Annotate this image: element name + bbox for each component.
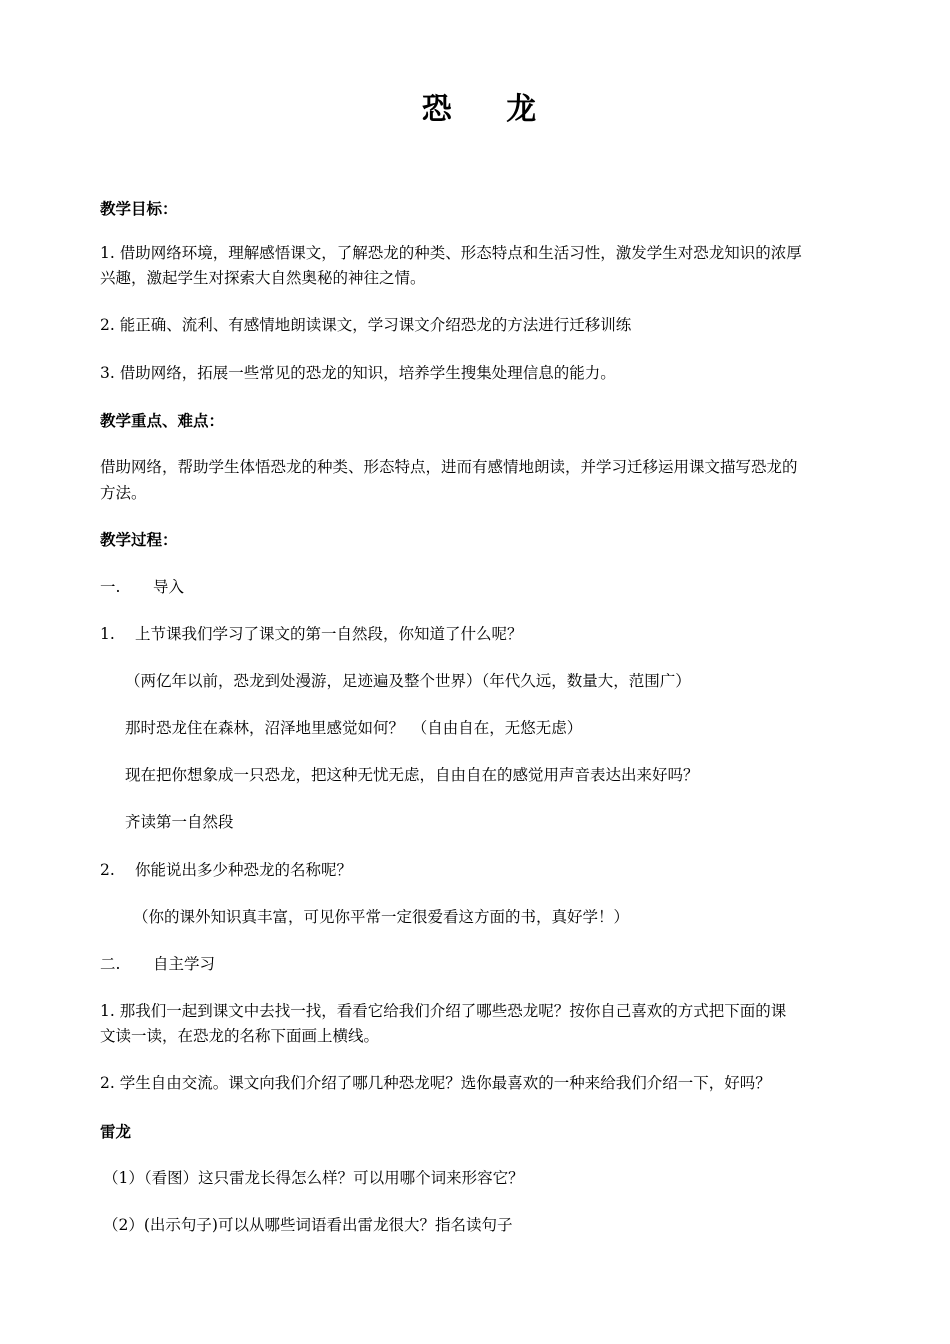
key-points-heading: 教学重点、难点： xyxy=(100,411,225,430)
part-2-item-1-line-1: 1. 那我们一起到课文中去找一找，看看它给我们介绍了哪些恐龙呢？按你自己喜欢的方式把下面的课 xyxy=(100,1002,787,1020)
goal-2: 2. 能正确、流利、有感情地朗读课文，学习课文介绍恐龙的方法进行迁移训练 xyxy=(100,316,632,334)
leilong-item-2: （2）(出示句子)可以从哪些词语看出雷龙很大？指名读句子 xyxy=(103,1216,513,1234)
key-points-line-1: 借助网络，帮助学生体悟恐龙的种类、形态特点，进而有感情地朗读，并学习迁移运用课文描写恐龙的 xyxy=(100,458,798,476)
part-1-question-1b: 那时恐龙住在森林，沼泽地里感觉如何？ （自由自在，无悠无虑） xyxy=(125,719,583,737)
question-2-text: 你能说出多少种恐龙的名称呢？ xyxy=(135,861,353,879)
part-2-title: 自主学习 xyxy=(153,955,216,973)
part-1-heading xyxy=(100,575,890,600)
part-2-heading xyxy=(100,952,890,977)
part-1-question-1c: 现在把你想象成一只恐龙，把这种无忧无虑，自由自在的感觉用声音表达出来好吗？ xyxy=(125,766,699,784)
part-1-question-2 xyxy=(100,858,890,883)
goals-heading: 教学目标： xyxy=(100,199,178,218)
part-1-question-1 xyxy=(100,622,890,647)
part-1-title: 导入 xyxy=(153,578,185,596)
goal-1-line-1: 1. 借助网络环境，理解感悟课文，了解恐龙的种类、形态特点和生活习性，激发学生对恐龙知识的浓厚 xyxy=(100,244,802,262)
part-1-instruction: 齐读第一自然段 xyxy=(125,813,234,831)
part-2-number: 二. xyxy=(100,955,121,973)
leilong-heading: 雷龙 xyxy=(100,1122,132,1141)
part-2-item-2: 2. 学生自由交流。课文向我们介绍了哪几种恐龙呢？选你最喜欢的一种来给我们介绍一下，好吗？ xyxy=(100,1074,771,1092)
process-heading: 教学过程： xyxy=(100,530,178,549)
part-1-answer-1: （两亿年以前，恐龙到处漫游，足迹遍及整个世界）（年代久远，数量大，范围广） xyxy=(125,672,691,690)
goal-1-line-2: 兴趣，激起学生对探索大自然奥秘的神往之情。 xyxy=(100,269,426,287)
document-title: 恐 龙 xyxy=(421,92,559,127)
leilong-item-1: （1）（看图）这只雷龙长得怎么样？可以用哪个词来形容它？ xyxy=(103,1169,524,1187)
goal-3: 3. 借助网络，拓展一些常见的恐龙的知识，培养学生搜集处理信息的能力。 xyxy=(100,364,616,382)
part-1-answer-2: （你的课外知识真丰富，可见你平常一定很爱看这方面的书，真好学！） xyxy=(133,908,630,926)
question-1-text: 上节课我们学习了课文的第一自然段，你知道了什么呢？ xyxy=(135,625,523,643)
part-1-number: 一. xyxy=(100,578,121,596)
key-points-line-2: 方法。 xyxy=(100,484,147,502)
part-2-item-1-line-2: 文读一读，在恐龙的名称下面画上横线。 xyxy=(100,1027,380,1045)
question-1-number: 1. xyxy=(100,625,115,643)
question-2-number: 2. xyxy=(100,861,115,879)
